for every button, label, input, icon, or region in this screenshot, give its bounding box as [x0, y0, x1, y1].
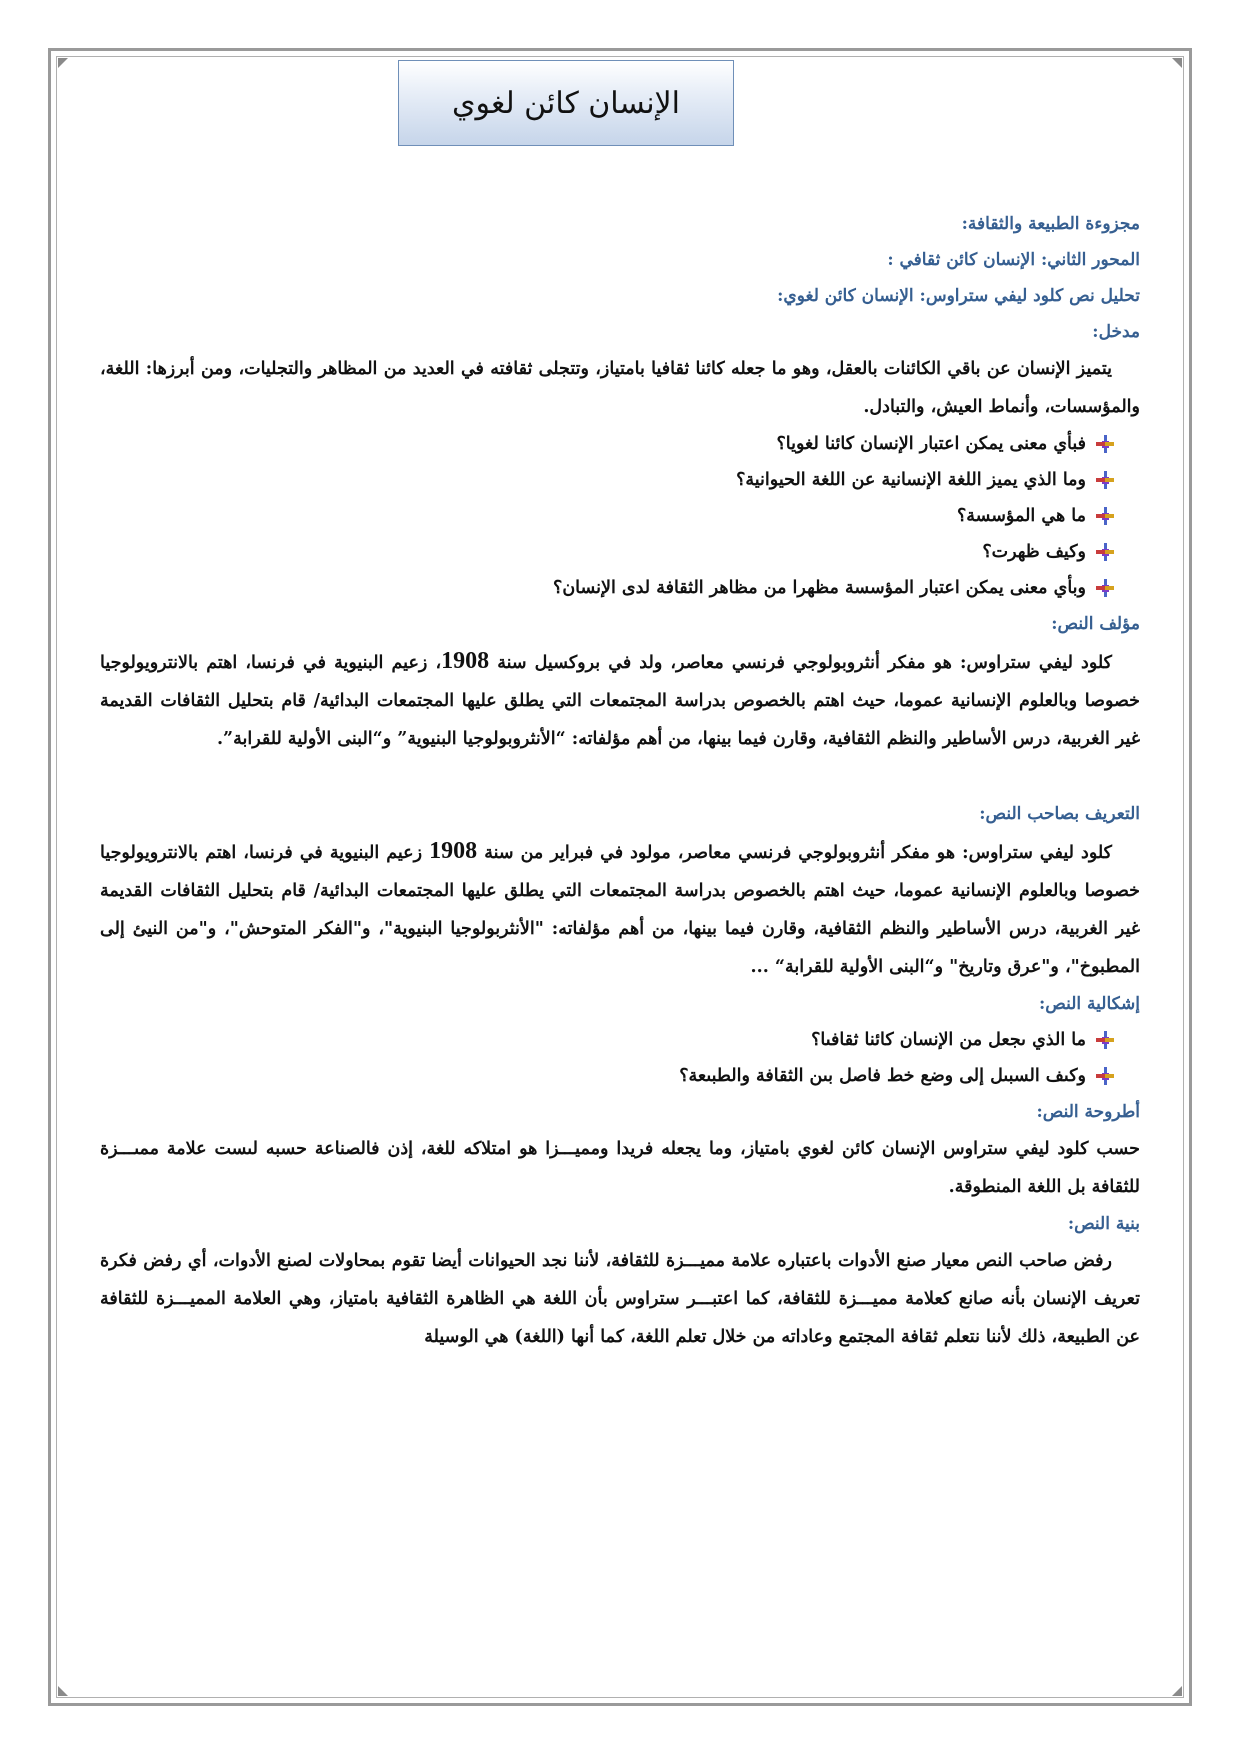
list-item: [100, 1022, 1114, 1058]
list-item: [100, 534, 1114, 570]
list-item: [100, 462, 1114, 498]
cross-bullet-icon: [1096, 1031, 1114, 1049]
corner-ornament: [1172, 1686, 1182, 1696]
about-author-paragraph: [100, 832, 1140, 986]
cross-bullet-icon: [1096, 579, 1114, 597]
heading-about-author: التعريف بصاحب النص:: [979, 804, 1140, 824]
page-title: الإنسان كائن لغوي: [452, 85, 681, 121]
list-item: [100, 1058, 1114, 1094]
about-author-text-start: كلود ليفي ستراوس: هو مفكر أنثروبولوجي فرنسي معاصر، مولود في فبراير من سنة: [477, 843, 1112, 863]
question-text: وما الذي يميز اللغة الإنسانية عن اللغة الحيوانية؟: [736, 470, 1086, 490]
cross-bullet-icon: [1096, 543, 1114, 561]
cross-bullet-icon: [1096, 507, 1114, 525]
page-title-box: [398, 60, 734, 146]
question-text: وكيف ظهرت؟: [982, 542, 1086, 562]
about-author-birth-year: 1908: [429, 838, 478, 864]
intro-question-list: [100, 426, 1140, 606]
list-item: [100, 498, 1114, 534]
list-item: [100, 426, 1114, 462]
thesis-paragraph: حسب كلود ليفي ستراوس الإنسان كائن لغوي بامتياز، وما يجعله فريدا ومميـــزا هو امتلاكه للغة، إذن فالصناعة حسبه لىست علامة ممىـــزة للثقافة بل اللغة المنطوقة.: [100, 1139, 1140, 1197]
cross-bullet-icon: [1096, 471, 1114, 489]
heading-structure: بنية النص:: [1067, 1214, 1140, 1234]
problem-question-list: [100, 1022, 1140, 1094]
document-body: [100, 206, 1140, 1356]
corner-ornament: [58, 58, 68, 68]
author-text-end: ، زعيم البنيوية في فرنسا، اهتم بالانترويولوجيا خصوصا وبالعلوم الإنسانية عموما، حيث اهتم بالخصوص بدراسة المجتمعات التي يطلق عليها المجتمعات البدائية/ قام بتحليل الثقافات القديمة غير الغربية، درس الأساطير والنظم الثقافية، وقارن فيما بينها، من أهم مؤلفاته: “الأنثروبولوجيا البنيوية” و“البنى الأولية للقرابة”.: [100, 653, 1140, 749]
spacer: [100, 758, 1140, 796]
cross-bullet-icon: [1096, 435, 1114, 453]
list-item: [100, 570, 1114, 606]
question-text: فبأي معنى يمكن اعتبار الإنسان كائنا لغويا؟: [776, 434, 1086, 454]
heading-module: مجزوءة الطبيعة والثقافة:: [961, 214, 1140, 234]
question-text: ما الذي ىجعل من الإنسان كائنا ثقافىا؟: [811, 1030, 1086, 1050]
question-text: وبأي معنى يمكن اعتبار المؤسسة مظهرا من مظاهر الثقافة لدى الإنسان؟: [553, 578, 1086, 598]
about-author-text-end: زعيم البنيوية في فرنسا، اهتم بالانترويولوجيا خصوصا وبالعلوم الإنسانية عموما، حيث اهتم بالخصوص بدراسة المجتمعات التي يطلق عليها المجتمعات البدائية/ قام بتحليل الثقافات القديمة غير الغربية، درس الأساطير والنظم الثقافية، وقارن فيما بينها، من أهم مؤلفاته: "الأنثربولوجيا البنيوية"، و"الفكر المتوحش"، و"من النيئ إلى المطبوخ"، و"عرق وتاريخ" و“البنى الأولية للقرابة“ ...: [100, 843, 1140, 977]
corner-ornament: [58, 1686, 68, 1696]
question-text: ما هي المؤسسة؟: [956, 506, 1086, 526]
intro-paragraph: يتميز الإنسان عن باقي الكائنات بالعقل، وهو ما جعله كائنا ثقافيا بامتياز، وتتجلى ثقافته في العديد من المظاهر والتجليات، ومن أبرزها: اللغة، والمؤسسات، وأنماط العيش، والتبادل.: [100, 359, 1140, 417]
corner-ornament: [1172, 58, 1182, 68]
heading-axis: المحور الثاني: الإنسان كائن ثقافي :: [887, 250, 1140, 270]
heading-thesis: أطروحة النص:: [1036, 1102, 1140, 1122]
heading-problem: إشكالية النص:: [1038, 994, 1140, 1014]
author-birth-year: 1908: [441, 648, 490, 674]
author-paragraph: [100, 642, 1140, 758]
question-text: وكىف السبىل إلى وضع خط فاصل بىن الثقافة والطبىعة؟: [679, 1066, 1086, 1086]
cross-bullet-icon: [1096, 1067, 1114, 1085]
heading-analysis: تحليل نص كلود ليفي ستراوس: الإنسان كائن لغوي:: [777, 286, 1140, 306]
heading-intro: مدخل:: [1092, 322, 1140, 342]
structure-paragraph: رفض صاحب النص معيار صنع الأدوات باعتباره علامة مميـــزة للثقافة، لأننا نجد الحيوانات أيضا تقوم بمحاولات لصنع الأدوات، أي رفض فكرة تعريف الإنسان بأنه صانع كعلامة مميـــزة للثقافة، كما اعتبـــر ستراوس بأن اللغة هي الظاهرة الثقافية بامتياز، وهي العلامة المميـــزة للثقافة عن الطبيعة، ذلك لأننا نتعلم ثقافة المجتمع وعاداته من خلال تعلم اللغة، كما أنها (اللغة) هي الوسيلة: [100, 1251, 1141, 1347]
heading-author: مؤلف النص:: [1051, 614, 1140, 634]
author-text-start: كلود ليفي ستراوس: هو مفكر أنثروبولوجي فرنسي معاصر، ولد في بروكسيل سنة: [489, 653, 1112, 673]
